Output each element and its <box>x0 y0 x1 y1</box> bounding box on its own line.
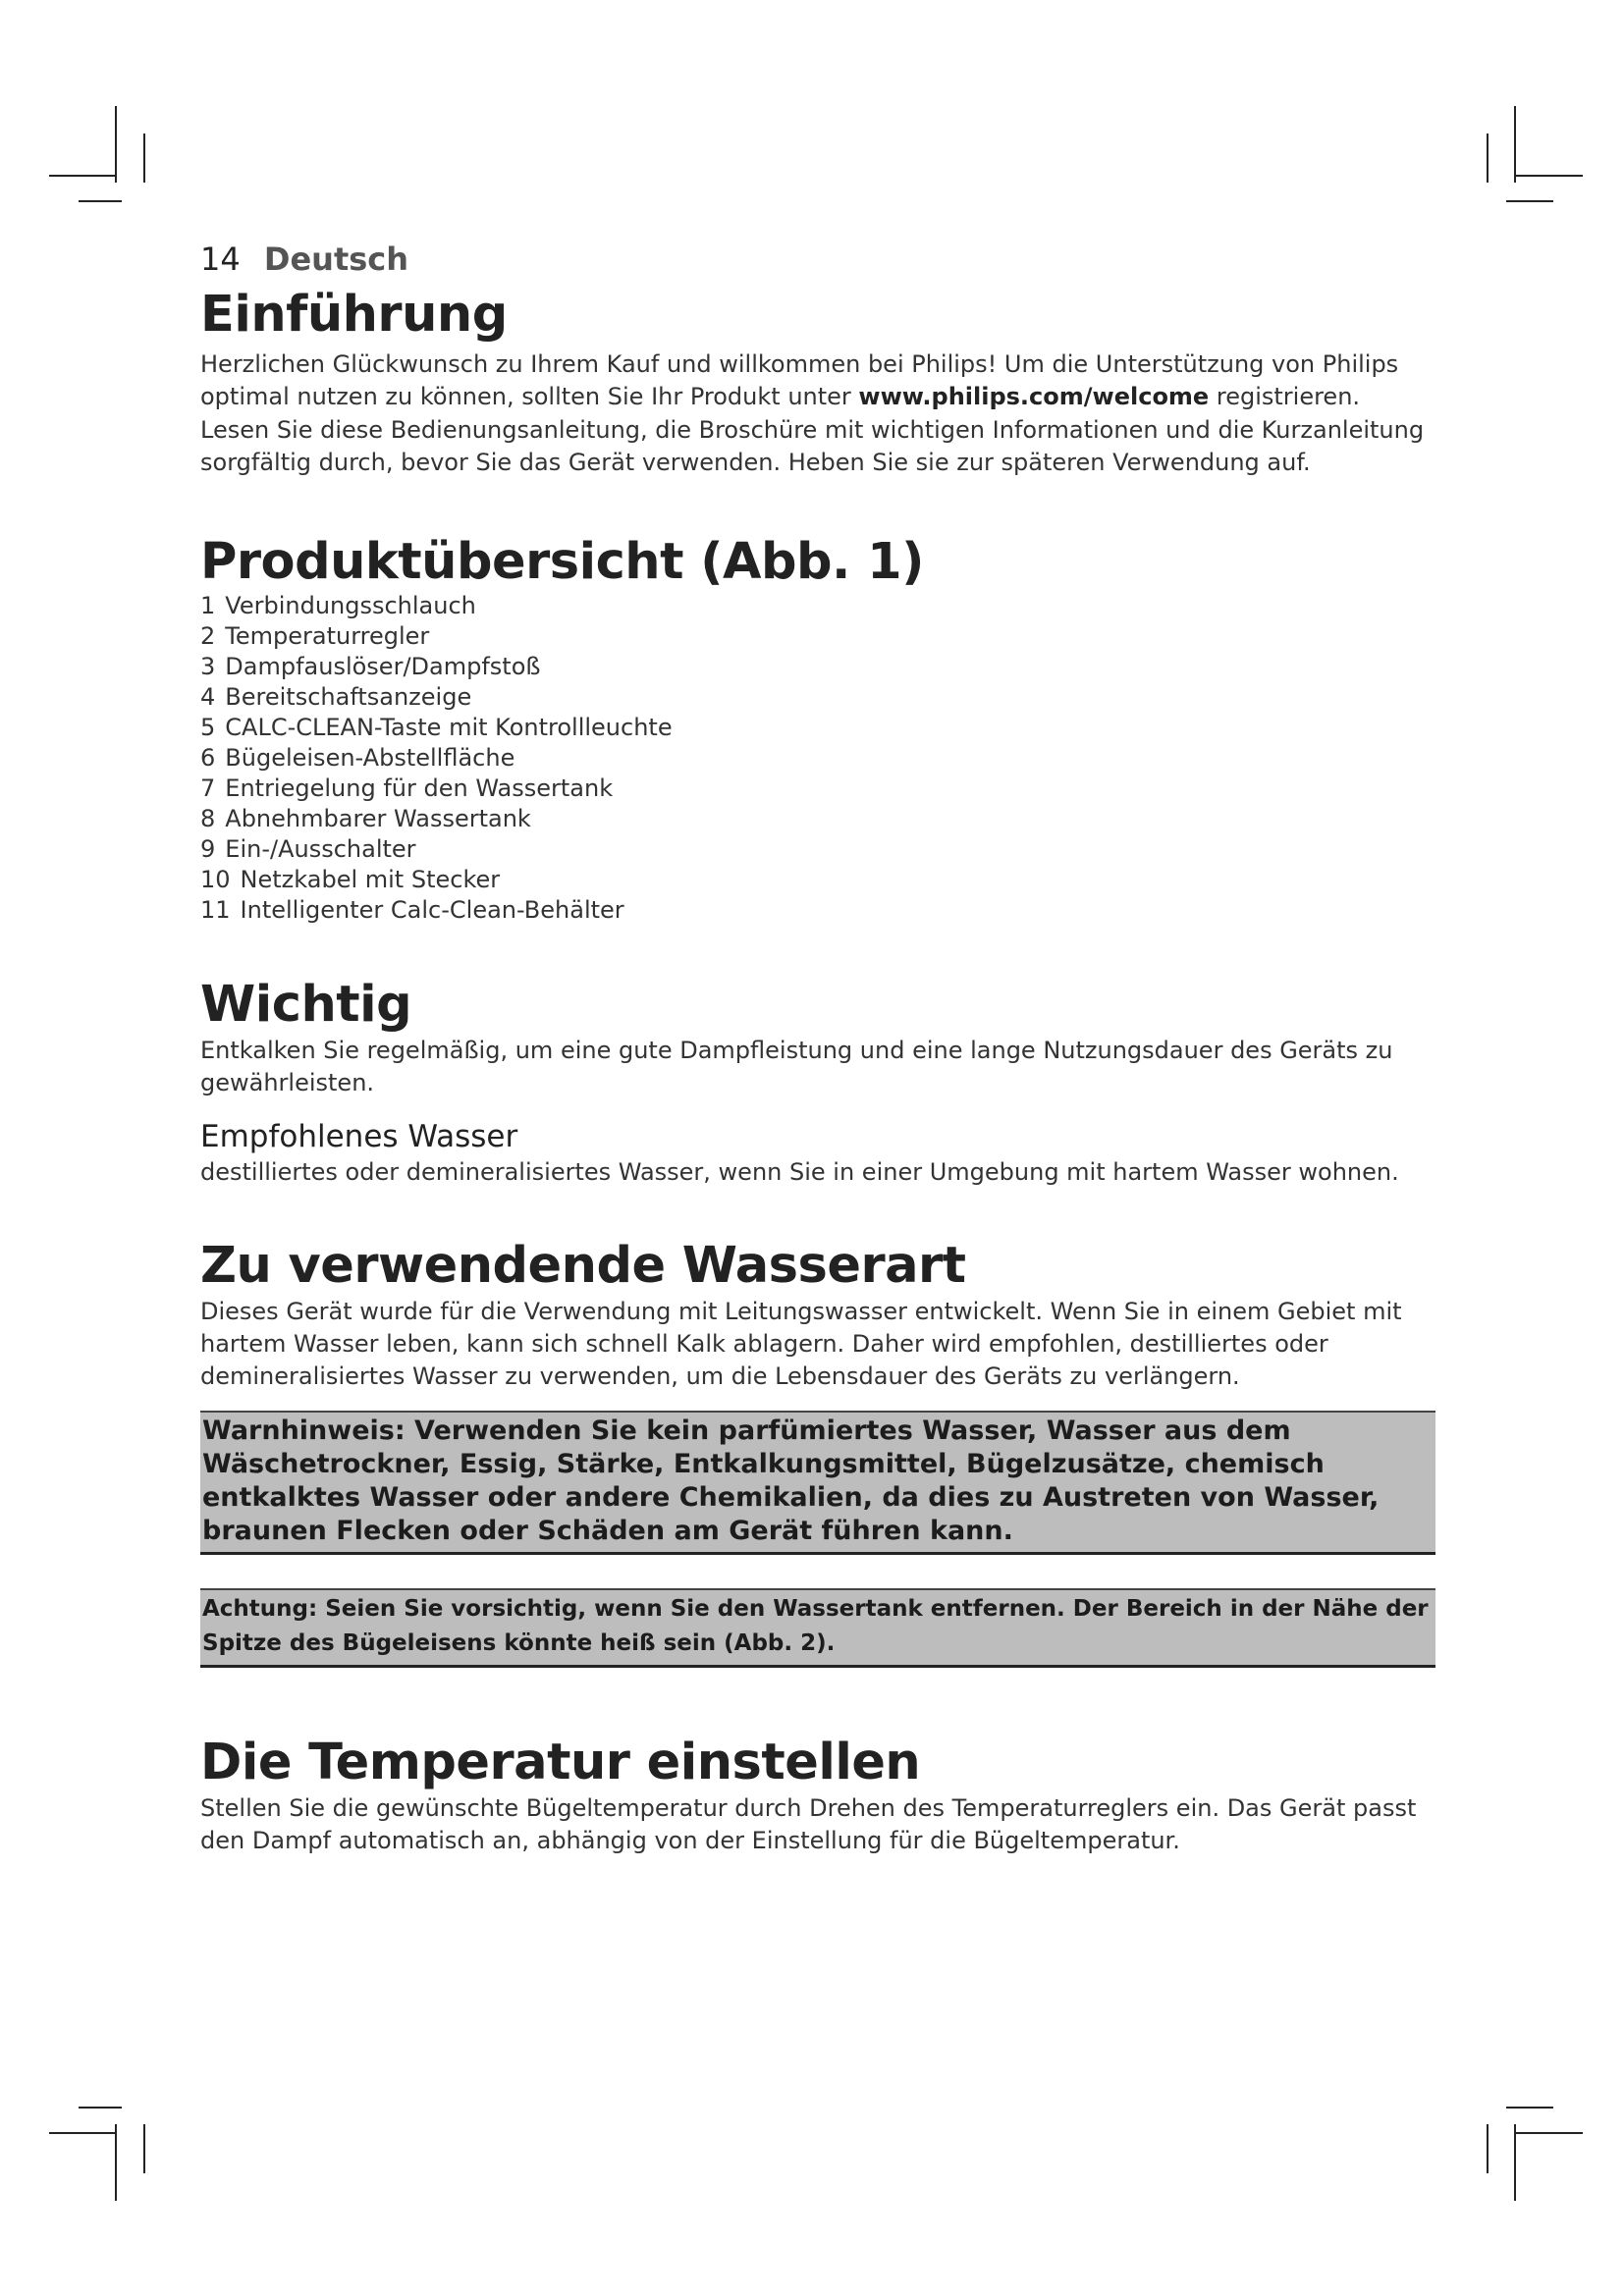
list-item <box>200 621 1435 652</box>
list-item <box>200 774 1435 804</box>
list-item <box>200 804 1435 834</box>
water-type-paragraph: Dieses Gerät wurde für die Verwendung mit Leitungswasser entwickelt. Wenn Sie in einem Gebiet mit hartem Wasser leben, kann sich schnell Kalk ablagern. Daher wird empfohlen, destilliertes oder demineralisiertes Wasser zu verwenden, um die Lebensdauer des Geräts zu verlängern. <box>200 1297 1402 1390</box>
intro-section <box>200 287 1435 479</box>
warning-box: Warnhinweis: Verwenden Sie kein parfümiertes Wasser, Wasser aus dem Wäschetrockner, Essig, Stärke, Entkalkungsmittel, Bügelzusätze, chemisch entkalktes Wasser oder andere Chemikalien, da dies zu Austreten von Wasser, braunen Flecken oder Schäden am Gerät führen kann. <box>200 1411 1435 1555</box>
list-item-label: Netzkabel mit Stecker <box>240 866 501 894</box>
crop-mark <box>115 2124 117 2201</box>
crop-mark <box>115 106 117 183</box>
intro-paragraph-1 <box>200 348 1435 413</box>
water-type-title: Zu verwendende Wasserart <box>200 1237 966 1296</box>
important-section <box>200 977 1435 1189</box>
crop-mark <box>1514 175 1583 177</box>
list-item <box>200 743 1435 774</box>
crop-mark <box>49 175 116 177</box>
page-content <box>200 287 1435 1857</box>
recommended-water-subtitle: Empfohlenes Wasser <box>200 1118 518 1154</box>
list-item <box>200 895 1435 926</box>
philips-welcome-link[interactable]: www.philips.com/welcome <box>858 382 1210 410</box>
list-item-number: 3 <box>200 653 216 681</box>
list-item <box>200 865 1435 895</box>
list-item-label: Dampfauslöser/Dampfstoß <box>225 653 541 681</box>
list-item-label: Temperaturregler <box>225 622 430 651</box>
water-type-section <box>200 1238 1435 1668</box>
list-item-number: 8 <box>200 805 216 833</box>
list-item <box>200 834 1435 865</box>
overview-title: Produktübersicht (Abb. 1) <box>200 532 924 591</box>
crop-mark <box>143 2124 145 2173</box>
list-item-number: 1 <box>200 592 216 620</box>
list-item <box>200 652 1435 682</box>
crop-mark <box>143 133 145 183</box>
crop-mark <box>1487 133 1489 183</box>
temperature-section <box>200 1735 1435 1857</box>
crop-mark <box>79 2107 122 2109</box>
recommended-water-paragraph: destilliertes oder demineralisiertes Wasser, wenn Sie in einer Umgebung mit hartem Wasser wohnen. <box>200 1158 1399 1187</box>
list-item-number: 6 <box>200 744 216 773</box>
crop-mark <box>1514 106 1516 183</box>
list-item-number: 5 <box>200 714 216 742</box>
list-item-number: 7 <box>200 774 216 803</box>
intro-paragraph-1-end: registrieren. <box>1216 382 1361 410</box>
important-paragraph: Entkalken Sie regelmäßig, um eine gute Dampfleistung und eine lange Nutzungsdauer des Geräts zu gewährleisten. <box>200 1036 1393 1096</box>
list-item-number: 10 <box>200 866 231 894</box>
list-item-number: 11 <box>200 896 231 925</box>
important-title: Wichtig <box>200 976 412 1035</box>
crop-mark <box>1506 200 1553 202</box>
list-item-label: Verbindungsschlauch <box>225 592 476 620</box>
crop-mark <box>1514 2124 1516 2201</box>
crop-mark <box>79 200 122 202</box>
crop-mark <box>49 2132 116 2134</box>
list-item-label: Intelligenter Calc-Clean-Behälter <box>240 896 624 925</box>
temperature-paragraph: Stellen Sie die gewünschte Bügeltemperatur durch Drehen des Temperaturreglers ein. Das Gerät passt den Dampf automatisch an, abhängig von der Einstellung für die Bügeltemperatur. <box>200 1793 1417 1854</box>
list-item-label: Entriegelung für den Wassertank <box>225 774 614 803</box>
list-item <box>200 591 1435 621</box>
crop-mark <box>1506 2107 1553 2109</box>
list-item-label: Ein-/Ausschalter <box>225 835 416 864</box>
intro-paragraph-2: Lesen Sie diese Bedienungsanleitung, die Broschüre mit wichtigen Informationen und die Kurzanleitung sorgfältig durch, bevor Sie das Gerät verwenden. Heben Sie sie zur späteren Verwendung auf. <box>200 415 1425 476</box>
language-label: Deutsch <box>263 240 409 278</box>
list-item <box>200 713 1435 743</box>
crop-mark <box>1514 2132 1583 2134</box>
caution-box: Achtung: Seien Sie vorsichtig, wenn Sie den Wassertank entfernen. Der Bereich in der Nähe der Spitze des Bügeleisens könnte heiß sein (Abb. 2). <box>200 1588 1435 1668</box>
list-item-label: Bügeleisen-Abstellfläche <box>225 744 515 773</box>
list-item-number: 9 <box>200 835 216 864</box>
crop-mark <box>1487 2124 1489 2173</box>
temperature-title: Die Temperatur einstellen <box>200 1733 921 1791</box>
list-item-number: 4 <box>200 683 216 712</box>
list-item-label: Bereitschaftsanzeige <box>225 683 472 712</box>
overview-list <box>200 591 1435 926</box>
list-item-label: Abnehmbarer Wassertank <box>225 805 531 833</box>
page-number: 14 <box>200 240 241 278</box>
list-item <box>200 682 1435 713</box>
list-item-label: CALC-CLEAN-Taste mit Kontrollleuchte <box>225 714 673 742</box>
page-header <box>200 240 408 278</box>
overview-section <box>200 534 1435 927</box>
list-item-number: 2 <box>200 622 216 651</box>
intro-title: Einführung <box>200 286 508 344</box>
intro-paragraph-1-text: Herzlichen Glückwunsch zu Ihrem Kauf und willkommen bei Philips! Um die Unterstützung von Philips optimal nutzen zu können, sollten Sie Ihr Produkt unter <box>200 349 1399 410</box>
